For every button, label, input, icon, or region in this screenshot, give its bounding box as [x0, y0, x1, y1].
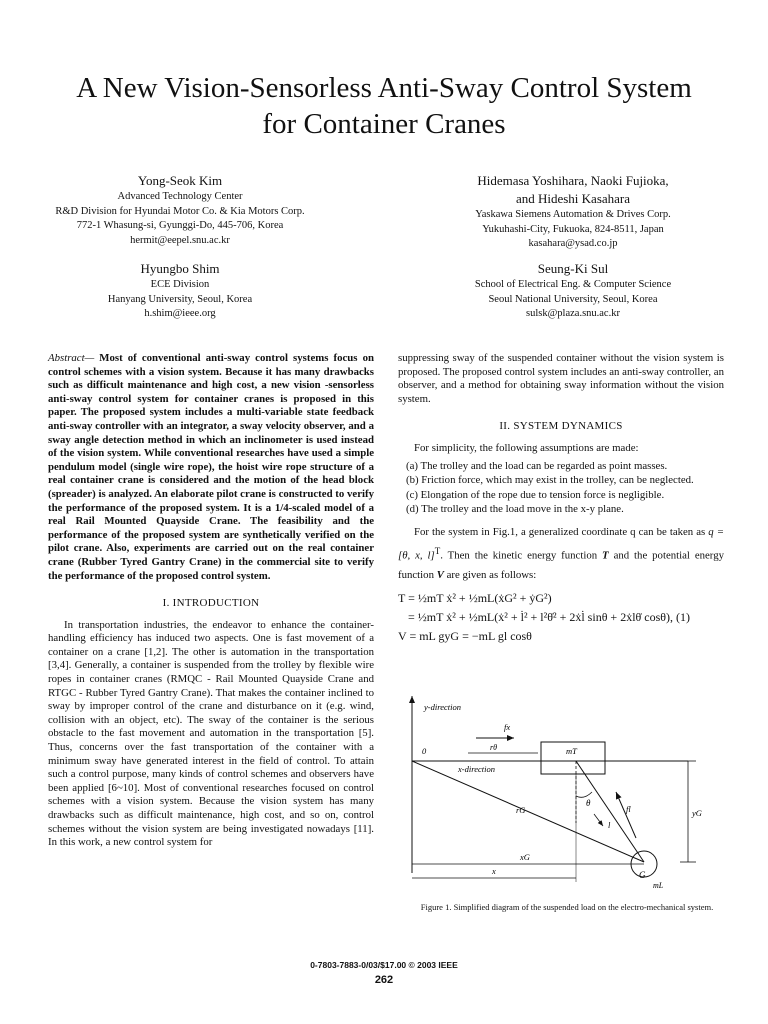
coordinate-paragraph	[398, 523, 724, 585]
potential-text: and the potential energy function	[398, 549, 725, 581]
load-mass-label: mL	[653, 881, 664, 888]
author-affiliation: Hanyang University, Seoul, Korea	[107, 293, 253, 305]
author-name: and Hideshi Kasahara	[515, 191, 631, 206]
author-email: h.shim@ieee.org	[144, 308, 216, 319]
x-direction-label: x-direction	[458, 764, 495, 774]
theta-arc	[576, 792, 592, 797]
abstract-label: Abstract—	[48, 352, 95, 364]
assumption-item: (d) The trolley and the load move in the x-y plane.	[406, 503, 624, 516]
author-4	[408, 260, 738, 322]
author-email: sulsk@plaza.snu.ac.kr	[526, 308, 620, 319]
equation-line: T = ½mT ẋ² + ½mL(ẋG² + ẏG²)	[398, 590, 552, 605]
title-line-1: A New Vision-Sensorless Anti-Sway Control System	[76, 72, 692, 104]
author-address: Yukuhashi-City, Fukuoka, 824-8511, Japan	[482, 223, 664, 235]
author-3	[408, 172, 738, 252]
page-number: 262	[374, 974, 394, 986]
abstract	[48, 352, 374, 583]
paper-title	[0, 70, 768, 142]
author-email: hermit@eepel.snu.ac.kr	[130, 234, 230, 246]
transpose-sup: T	[434, 545, 441, 556]
center-g-label: G	[639, 870, 646, 880]
l-arrow	[594, 814, 603, 826]
assumption-item: (a) The trolley and the load can be regarded as point masses.	[406, 459, 668, 472]
introduction-paragraph: In transportation industries, the endeavor to enhance the container-handling efficiency has induced two aspects. One is fast movement of a container on a crane [1,2]. The other is automation in the transportation [3,4]. Generally, a container is suspended from the trolley by flexible wire ropes in container cranes (RMQC - Rail Mounted Quayside Crane and RTGC - Rubber Tyred Gantry Crane). That makes the container inclined to sway by improper control of the crane and disturbance on it (e.g. wind, collision with an object, etc). The sway of the container is the serious obstacle to the fast movement and automation in the transportation [5]. Thus, concerns over the fast transportation of the container with a minimum sway have generated interest in the field of control. To attain such a control purpose, many kinds of control schemes and observers have been applied [6~10]. Most of conventional researches focused on control schemes with a vision system. Because the vision system has many drawbacks such as difficult maintenance, high cost, and so on, control schemes without the vision system are being investigated nowadays [11]. In this work, a new control system for	[48, 618, 374, 849]
xg-label: xG	[520, 852, 530, 862]
copyright-footer: 0-7803-7883-0/03/$17.00 © 2003 IEEE	[310, 960, 458, 970]
theta-label: θ	[586, 798, 591, 808]
position-vector-rg	[412, 761, 644, 862]
left-column	[48, 352, 374, 850]
force-l-arrow	[616, 792, 636, 838]
section-heading-introduction: I. INTRODUCTION	[162, 597, 260, 610]
given-text: are given as follows:	[446, 568, 537, 581]
equation-line: V = mL gyG = −mL gl cosθ	[398, 628, 532, 643]
x-label: x	[492, 866, 496, 876]
author-affiliation: R&D Division for Hyundai Motor Co. & Kia Motors Corp.	[55, 205, 305, 217]
title-line-2: for Container Cranes	[262, 108, 506, 140]
coordinate-text: For the system in Fig.1, a generalized coordinate q can be taken as	[414, 525, 706, 538]
assumptions-intro: For simplicity, the following assumptions are made:	[414, 441, 639, 454]
abstract-text: Most of conventional anti-sway control systems focus on control schemes with a vision system. Because it has many drawbacks such as difficult maintenance and high cost, a new vision -sensorless anti-sway control system for container cranes is proposed in this paper. The proposed system includes a multi-variable state feedback anti-sway controller with an integrator, a sway velocity observer, and a sway angle detection method in which an inclinometer is used instead of the vision system. While conventional researches have used a simple pendulum model (single wire rope), the hoist wire rope structure of a real container crane is considered and the motion of the head block (spreader) is analyzed. An elaborate pilot crane is constructed to verify the performance of the proposed system. It is a 1/4-scaled model of a real Rail Mounted Quayside Crane. The feasibility and the performance of the proposed system are synthetically verified on the pilot crane. Also, experiments are carried out on the real container crane (Rubber Tyred Gantry Crane) in the commercial site to verify the performance of the proposed control system.	[48, 352, 374, 582]
author-affiliation: Seoul National University, Seoul, Korea	[488, 293, 658, 305]
yg-label: yG	[692, 808, 702, 818]
potential-symbol: V	[436, 568, 444, 581]
author-affiliation: Yaskawa Siemens Automation & Drives Corp.	[475, 209, 671, 220]
equation-line: = ½mT ẋ² + ½mL(ẋ² + l̇² + l²θ̇² + 2ẋl̇ sinθ + 2ẋlθ̇ cosθ), (1)	[408, 609, 691, 624]
author-1	[20, 172, 340, 248]
force-x-label: fx	[504, 722, 511, 732]
trolley-mass-label: mT	[566, 746, 577, 756]
author-affiliation: Advanced Technology Center	[117, 191, 243, 202]
r-theta-label: rθ	[490, 743, 498, 752]
intro-continuation-paragraph: suppressing sway of the suspended container without the vision system is proposed. The proposed control system includes an anti-sway controller, an observer, and a method for obtaining sway information without the vision system.	[398, 352, 724, 405]
force-l-label: fl	[626, 804, 631, 814]
author-name: Hyungbo Shim	[140, 261, 220, 276]
figure-1-diagram	[398, 688, 736, 888]
coordinate-q: q = [θ, x, l]	[398, 525, 724, 562]
right-column	[398, 352, 724, 646]
author-email: kasahara@ysad.co.jp	[528, 238, 618, 249]
author-2	[20, 260, 340, 322]
equation-1	[398, 589, 724, 646]
assumption-item: (c) Elongation of the rope due to tension force is negligible.	[406, 488, 665, 501]
kinetic-text: . Then the kinetic energy function	[440, 549, 598, 562]
section-heading-system-dynamics: II. SYSTEM DYNAMICS	[499, 420, 623, 433]
figure-caption: Figure 1. Simplified diagram of the suspended load on the electro-mechanical system.	[420, 902, 714, 912]
kinetic-symbol: T	[602, 549, 609, 562]
assumption-item: (b) Friction force, which may exist in the trolley, can be neglected.	[406, 474, 694, 487]
author-affiliation: School of Electrical Eng. & Computer Science	[474, 279, 672, 290]
author-address: 772-1 Whasung-si, Gyunggi-Do, 445-706, Korea	[76, 220, 284, 231]
l-label: l	[608, 820, 611, 830]
author-name: Seung-Ki Sul	[537, 261, 609, 276]
origin-label: 0	[422, 746, 427, 756]
rg-label: rG	[516, 805, 526, 815]
author-name: Hidemasa Yoshihara, Naoki Fujioka,	[477, 173, 669, 188]
author-name: Yong-Seok Kim	[137, 173, 223, 188]
author-affiliation: ECE Division	[150, 279, 210, 290]
assumption-list	[406, 460, 724, 517]
y-direction-label: y-direction	[424, 702, 461, 712]
